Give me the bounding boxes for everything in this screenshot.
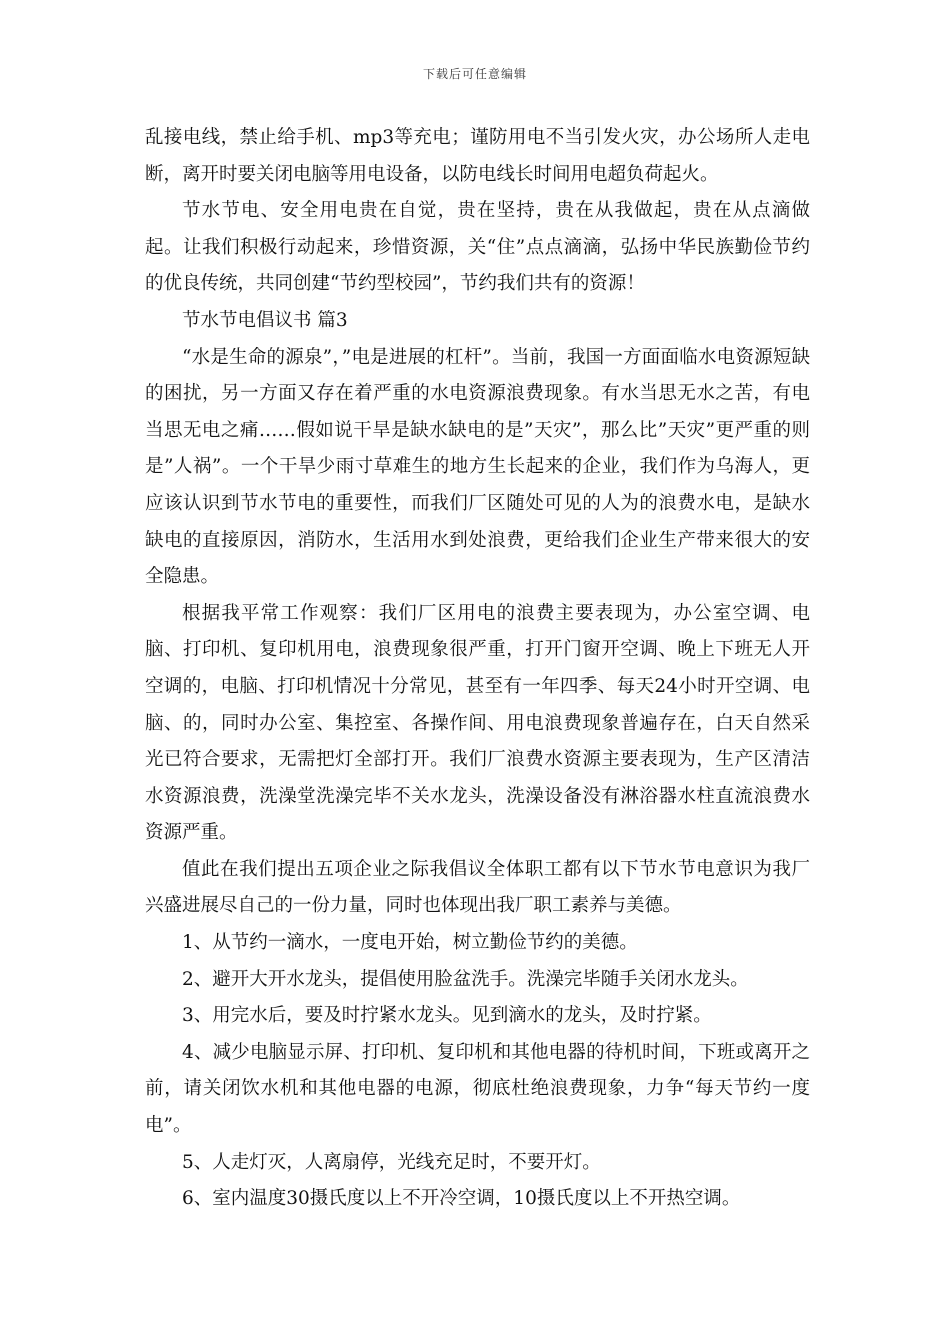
list-item: 2、避开大开水龙头，提倡使用脸盆洗手。洗澡完毕随手关闭水龙头。 bbox=[182, 968, 749, 990]
list-item: 6、室内温度30摄氏度以上不开冷空调，10摄氏度以上不开热空调。 bbox=[182, 1188, 741, 1210]
section-heading: 节水节电倡议书 篇3 bbox=[182, 309, 348, 331]
list-item: 4、减少电脑显示屏、打印机、复印机和其他电器的待机时间，下班或离开之前，请关闭饮水机和其他电器的电源，彻底杜绝浪费现象，力争“每天节约一度电”。 bbox=[145, 1041, 810, 1137]
paragraph: “水是生命的源泉”，”电是进展的杠杆”。当前，我国一方面面临水电资源短缺的困扰，另一方面又存在着严重的水电资源浪费现象。有水当思无水之苦，有电当思无电之痛……假如说干旱是缺水缺电的是”天灾”，那么比”天灾”更严重的则是”人祸”。一个干旱少雨寸草难生的地方生长起来的企业，我们作为乌海人，更应该认识到节水节电的重要性，而我们厂区随处可见的人为的浪费水电，是缺水缺电的直接原因，消防水，生活用水到处浪费，更给我们企业生产带来很大的安全隐患。 bbox=[145, 346, 810, 588]
paragraph: 根据我平常工作观察：我们厂区用电的浪费主要表现为，办公室空调、电脑、打印机、复印机用电，浪费现象很严重，打开门窗开空调、晚上下班无人开空调的，电脑、打印机情况十分常见，甚至有一年四季、每天24小时开空调、电脑、的，同时办公室、集控室、各操作间、用电浪费现象普遍存在，白天自然采光已符合要求，无需把灯全部打开。我们厂浪费水资源主要表现为，生产区清洁水资源浪费，洗澡堂洗澡完毕不关水龙头，洗澡设备没有淋浴器水柱直流浪费水资源严重。 bbox=[145, 602, 810, 844]
paragraph: 乱接电线，禁止给手机、mp3等充电；谨防用电不当引发火灾，办公场所人走电断，离开时要关闭电脑等用电设备，以防电线长时间用电超负荷起火。 bbox=[145, 127, 810, 185]
list-item: 3、用完水后，要及时拧紧水龙头。见到滴水的龙头，及时拧紧。 bbox=[182, 1005, 712, 1027]
paragraph: 值此在我们提出五项企业之际我倡议全体职工都有以下节水节电意识为我厂兴盛进展尽自己的一份力量，同时也体现出我厂职工素养与美德。 bbox=[145, 858, 810, 917]
document-body bbox=[145, 120, 810, 1218]
paragraph: 节水节电、安全用电贵在自觉，贵在坚持，贵在从我做起，贵在从点滴做起。让我们积极行动起来，珍惜资源，关“住”点点滴滴，弘扬中华民族勤俭节约的优良传统，共同创建“节约型校园”，节约我们共有的资源！ bbox=[145, 200, 810, 295]
list-item: 1、从节约一滴水，一度电开始，树立勤俭节约的美德。 bbox=[182, 932, 638, 954]
list-item: 5、人走灯灭，人离扇停，光线充足时，不要开灯。 bbox=[182, 1151, 601, 1173]
page-header-caption: 下载后可任意编辑 bbox=[422, 67, 527, 81]
